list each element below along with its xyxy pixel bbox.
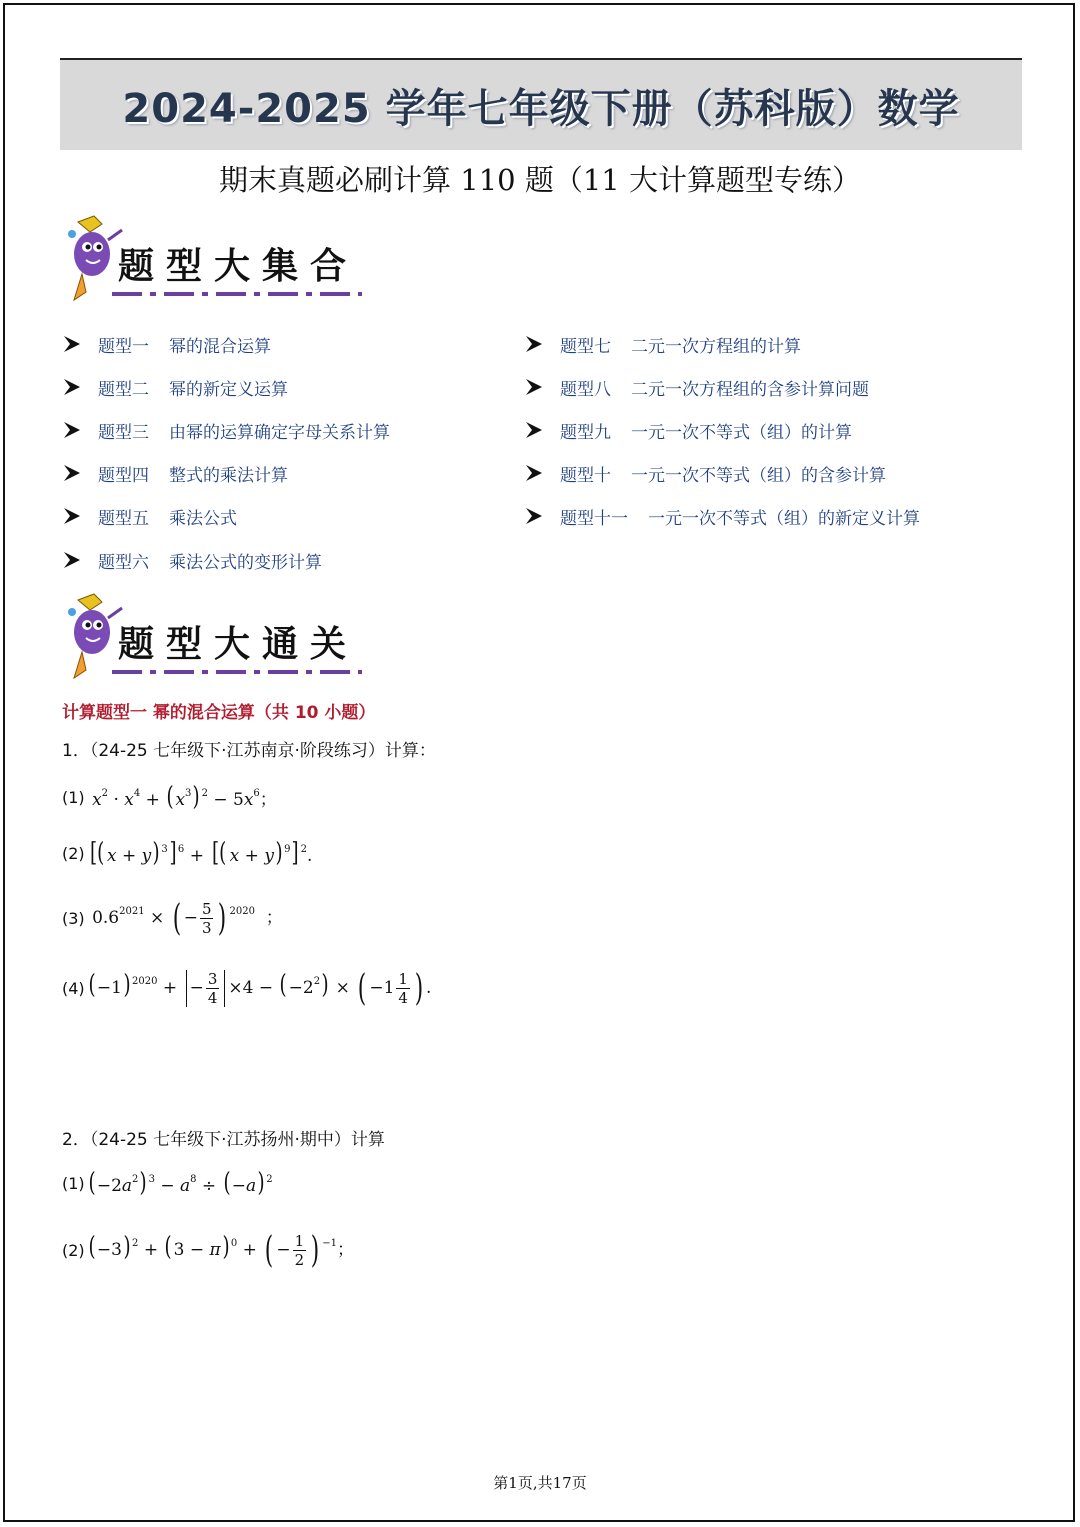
formula: $x^2 \cdot x^4 + (x^3) ^2 - 5x^6$； (92, 782, 277, 812)
toc-item[interactable] (62, 458, 288, 488)
arrow-icon (62, 420, 82, 440)
arrow-icon (62, 334, 82, 354)
part-label: (1) (62, 787, 85, 807)
toc-item[interactable] (62, 545, 322, 575)
toc-code: 题型三 (98, 422, 149, 443)
question-2-stem: 2．（24-25 七年级下·江苏扬州·期中）计算 (62, 1130, 385, 1150)
banner-underline (112, 670, 362, 674)
arrow-icon (524, 463, 544, 483)
arrow-icon (524, 334, 544, 354)
formula: (−1) $^{2020}$ + − $\frac{3}{4}$ $\times 4 - (-2^2)$ × ( −1 $\frac{1}{4}$ ) . (88, 967, 432, 1009)
toc-item[interactable] (524, 501, 920, 531)
toc-code: 题型七 (560, 336, 611, 357)
toc-item[interactable] (62, 415, 390, 445)
toc-name: 幂的新定义运算 (169, 379, 288, 400)
toc-item[interactable] (524, 372, 869, 402)
toc-item[interactable] (524, 458, 886, 488)
document-subtitle: 期末真题必刷计算 110 题（11 大计算题型专练） (219, 163, 861, 197)
toc-name: 一元一次不等式（组）的含参计算 (631, 465, 886, 486)
toc-name: 一元一次不等式（组）的计算 (631, 422, 852, 443)
toc-code: 题型十 (560, 465, 611, 486)
arrow-icon (62, 463, 82, 483)
document-title: 2024-2025 学年七年级下册（苏科版）数学 (122, 85, 960, 132)
arrow-icon (524, 506, 544, 526)
page-number: 第1页,共17页 (493, 1474, 587, 1492)
toc-name: 二元一次方程组的计算 (631, 336, 801, 357)
toc-code: 题型八 (560, 379, 611, 400)
question-1-part-2 (62, 840, 312, 866)
toc-name: 一元一次不等式（组）的新定义计算 (648, 508, 920, 529)
toc-name: 二元一次方程组的含参计算问题 (631, 379, 869, 400)
toc-code: 题型二 (98, 379, 149, 400)
part-label: (4) (62, 979, 85, 998)
toc-code: 题型十一 (560, 508, 628, 529)
toc-item[interactable] (62, 329, 271, 359)
question-2-part-1 (62, 1170, 273, 1196)
toc-code: 题型一 (98, 336, 149, 357)
arrow-icon (62, 550, 82, 570)
question-1-part-4 (62, 967, 432, 1009)
question-1-stem: 1．（24-25 七年级下·江苏南京·阶段练习）计算： (62, 741, 436, 761)
toc-code: 题型九 (560, 422, 611, 443)
formula: $(-2a^2) ^3 - a^8 \div (-a)$ $^2$ (88, 1168, 273, 1198)
toc-name: 乘法公式 (169, 508, 237, 529)
arrow-icon (524, 377, 544, 397)
part-label: (1) (62, 1173, 85, 1193)
title-band (60, 58, 1022, 150)
part-label: (2) (62, 843, 85, 863)
formula: (−3) $^2$ + (3 − π) $^0$ + ( − $\frac{1}{2}$ ) $^{-1}$； (88, 1229, 354, 1271)
question-2-part-2 (62, 1229, 354, 1271)
toc-name: 乘法公式的变形计算 (169, 552, 322, 573)
toc-name: 整式的乘法计算 (169, 465, 288, 486)
formula: $0.6^{2021}$ × ( − $\frac{5}{3}$ ) $^{2020}$ ； (86, 897, 283, 939)
toc-item[interactable] (524, 415, 852, 445)
banner-underline (112, 292, 362, 296)
section-heading: 计算题型一 幂的混合运算（共 10 小题） (62, 703, 376, 723)
toc-item[interactable] (62, 372, 288, 402)
arrow-icon (524, 420, 544, 440)
toc-name: 幂的混合运算 (169, 336, 271, 357)
question-1-part-1 (62, 784, 277, 810)
question-1-part-3 (62, 897, 283, 939)
toc-item[interactable] (524, 329, 801, 359)
part-label: (3) (62, 909, 85, 928)
banner-practice (60, 590, 370, 685)
arrow-icon (62, 506, 82, 526)
arrow-icon (62, 377, 82, 397)
part-label: (2) (62, 1241, 85, 1260)
toc-code: 题型四 (98, 465, 149, 486)
toc-code: 题型五 (98, 508, 149, 529)
banner-title: 题型大集合 (118, 245, 359, 287)
banner-title: 题型大通关 (118, 623, 359, 665)
formula: [( x + y) $^3$] $^6$ + [( x + y) $^9$] $^2$. (89, 838, 313, 868)
toc-item[interactable] (62, 501, 237, 531)
toc-code: 题型六 (98, 552, 149, 573)
banner-collection (60, 212, 370, 307)
toc-name: 由幂的运算确定字母关系计算 (169, 422, 390, 443)
